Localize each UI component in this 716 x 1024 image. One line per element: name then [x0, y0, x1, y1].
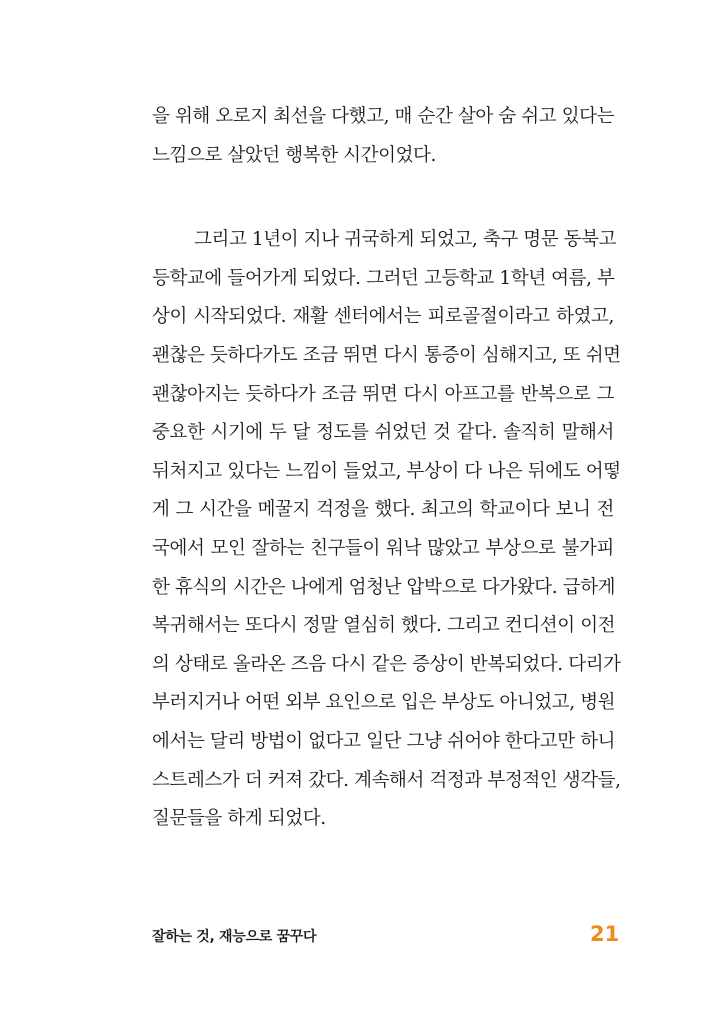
text-line: 한 휴식의 시간은 나에게 엄청난 압박으로 다가왔다. 급하게: [152, 576, 616, 598]
text-line: 느낌으로 살았던 행복한 시간이었다.: [152, 144, 436, 166]
text-line: 부러지거나 어떤 외부 요인으로 입은 부상도 아니었고, 병원: [152, 692, 616, 714]
text-line: 게 그 시간을 메꿀지 걱정을 했다. 최고의 학교이다 보니 전: [152, 499, 614, 521]
body-text: [152, 98, 621, 839]
text-line: 스트레스가 더 커져 갔다. 계속해서 걱정과 부정적인 생각들,: [152, 769, 621, 791]
running-footer-title: 잘하는 것, 재능으로 꿈꾸다: [152, 929, 317, 945]
text-line: 상이 시작되었다. 재활 센터에서는 피로골절이라고 하였고,: [152, 306, 614, 328]
text-line: 의 상태로 올라온 즈음 다시 같은 증상이 반복되었다. 다리가: [152, 653, 621, 675]
paragraph-2: [152, 221, 621, 839]
text-line: 에서는 달리 방법이 없다고 일단 그냥 쉬어야 한다고만 하니: [152, 730, 616, 752]
paragraph-gap: [152, 175, 614, 221]
text-line: 괜찮은 듯하다가도 조금 뛰면 다시 통증이 심해지고, 또 쉬면: [152, 344, 621, 366]
text-line: 복귀해서는 또다시 정말 열심히 했다. 그리고 컨디션이 이전: [152, 615, 616, 637]
text-line: 중요한 시기에 두 달 정도를 쉬었던 것 같다. 솔직히 말해서: [152, 422, 614, 444]
text-line: 을 위해 오로지 최선을 다했고, 매 순간 살아 숨 쉬고 있다는: [152, 106, 615, 127]
text-line: 질문들을 하게 되었다.: [152, 808, 326, 830]
text-line: 괜찮아지는 듯하다가 조금 뛰면 다시 아프고를 반복으로 그: [152, 383, 614, 405]
text-line: 그리고 1년이 지나 귀국하게 되었고, 축구 명문 동북고: [194, 229, 617, 251]
text-line: 뒤처지고 있다는 느낌이 들었고, 부상이 다 나은 뒤에도 어떻: [152, 460, 621, 482]
paragraph-1: [152, 98, 614, 175]
text-line: 국에서 모인 잘하는 친구들이 워낙 많았고 부상으로 불가피: [152, 537, 614, 559]
page-number: 21: [590, 922, 620, 946]
text-line: 등학교에 들어가게 되었다. 그러던 고등학교 1학년 여름, 부: [152, 267, 615, 289]
